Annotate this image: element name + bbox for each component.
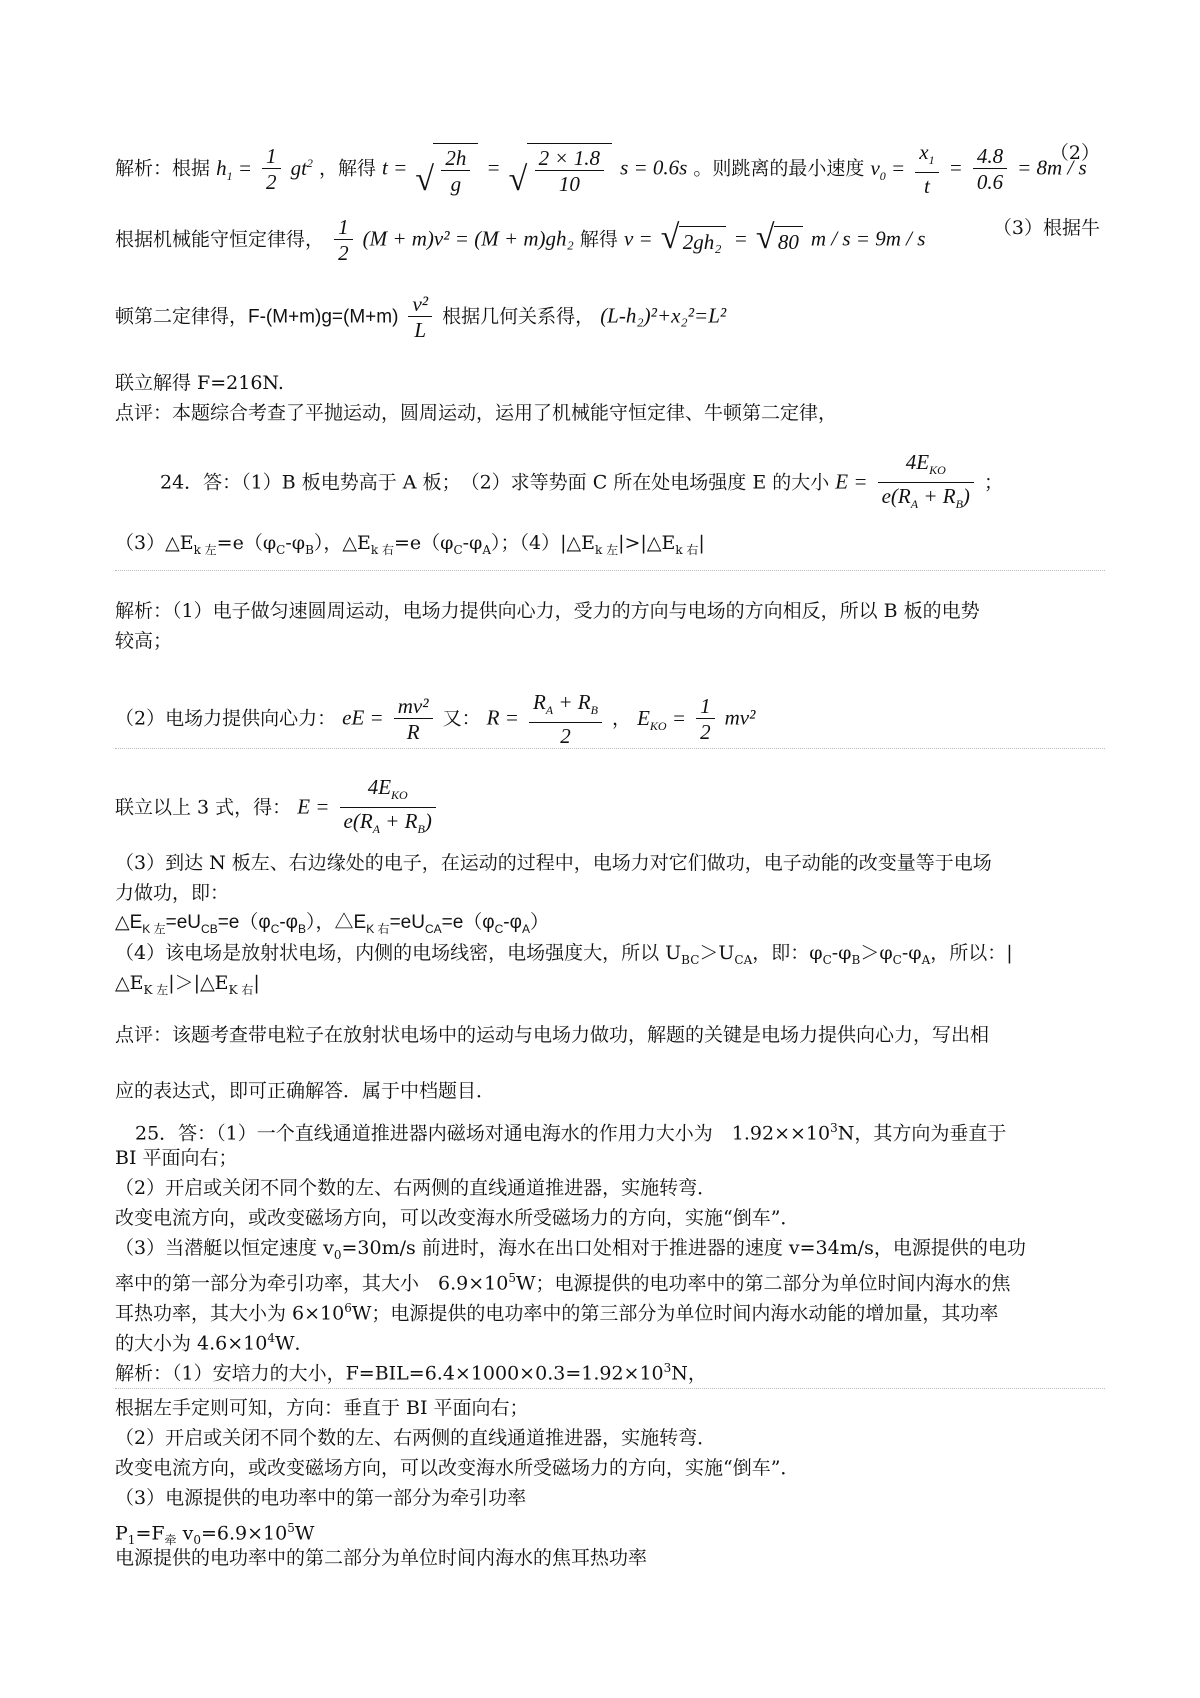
- analysis-line-1: 解析：（1）电子做匀速圆周运动，电场力提供向心力，受力的方向与电场的方向相反，所以 B 板的电势: [115, 600, 980, 622]
- square-root: √ 2gh₂: [661, 226, 726, 255]
- analysis-line-7: $\triangle E_{K 左}=eU_{CB}=e(\varphi_C-\varphi_B)$，$\triangle E_{K 右}=eU_{CA}=e(\varphi_C-\varphi_A)$: [115, 912, 549, 936]
- q25-line-5: （3）当潜艇以恒定速度 $v_0=30m/s$ 前进时，海水在出口处相对于推进器的速度 v=34m/s，电源提供的电功: [115, 1237, 1026, 1262]
- q24-answer-line-2: $(3)\triangle E_{k 左}=e(\varphi_C-\varphi_B)$，$\triangle E_{k 右}=e(\varphi_C-\varphi_A)$；$(4)|\triangle E_{k 左}|>|\triangle E_{k 右}|$: [115, 532, 705, 557]
- q25-line-3: （2）开启或关闭不同个数的左、右两侧的直线通道推进器，实施转弯．: [115, 1177, 717, 1199]
- square-root: √ 80: [756, 226, 803, 255]
- comment-line-3: 应的表达式，即可正确解答．属于中档题目．: [115, 1080, 496, 1102]
- q25-line-8: 的大小为 $4.6\times 10^4W$．: [115, 1331, 314, 1355]
- comment-line: 点评：本题综合考查了平抛运动，圆周运动，运用了机械能守恒定律、牛顿第二定律，: [115, 402, 838, 424]
- solution-line-2: 根据机械能守恒定律得， $\frac{1}{2}$ (M + m)v² = (M + m)gh₂ 解得 v = √ 2gh₂ = √ 80 m / s = 9m / s （3）根据牛: [115, 215, 1100, 266]
- square-root: √ $\frac{2 \times 1.8}{10}$: [509, 143, 612, 197]
- q25-analysis-line-1: 解析：（1）安培力的大小，$F=BIL=6.4\times 1000\times 0.3=1.92\times 10^3N$，: [115, 1361, 707, 1385]
- dotted-divider: [115, 1388, 1105, 1389]
- q25-line-6: 率中的第一部分为牵引功率，其大小 $6.9\times 10^5W$；电源提供的电功率中的第二部分为单位时间内海水的焦: [115, 1271, 1011, 1295]
- analysis-line-5: （3）到达 N 板左、右边缘处的电子，在运动的过程中，电场力对它们做功，电子动能的改变量等于电场: [115, 852, 992, 874]
- analysis-line-4: 联立以上 3 式，得： E = $\frac{4E_{KO}}{e(R_A + R_B)}$: [115, 775, 1100, 842]
- q25-line-7: 耳热功率，其大小为 $6\times 10^6W$；电源提供的电功率中的第三部分为单位时间内海水动能的增加量，其功率: [115, 1301, 999, 1325]
- dotted-divider: [115, 570, 1105, 571]
- q25-analysis-line-7: 电源提供的电功率中的第二部分为单位时间内海水的焦耳热功率: [115, 1547, 648, 1569]
- analysis-line-8: （4）该电场是放射状电场，内侧的电场线密，电场强度大，所以 $U_{BC}>U_{CA}$，即：$\varphi_C-\varphi_B>\varphi_C-\varphi_A$，所以：|: [115, 942, 1013, 967]
- q25-analysis-line-4: 改变电流方向，或改变磁场方向，可以改变海水所受磁场力的方向，实施“倒车”．: [115, 1457, 800, 1479]
- q25-analysis-line-6: $P_1=F_牵$ $v_0=6.9\times 10^5W$: [115, 1521, 315, 1548]
- solution-line-1: 解析：根据 $h_1$ = $\frac{1}{2}$ $gt^2$ ，解得 t = √ $\frac{2h}{g}$ = √ $\frac{2 \times 1.8}{10}$ s = 0.6s 。则跳离的最小速度 $v_0$ = $\frac{x_1}{t}$ = $\frac{4.8}{0.6}$ = 8m / s （2）: [115, 140, 1100, 199]
- q25-line-2: BI 平面向右；: [115, 1147, 238, 1169]
- analysis-line-2: 较高；: [115, 630, 173, 652]
- comment-line-2: 点评：该题考查带电粒子在放射状电场中的运动与电场力做功，解题的关键是电场力提供向心力，写出相: [115, 1024, 990, 1046]
- analysis-line-9: $\triangle E_{K 左}|>|\triangle E_{K 右}|$: [115, 972, 260, 997]
- solution-line-4: 联立解得 F=216N.: [115, 372, 284, 394]
- q25-analysis-line-3: （2）开启或关闭不同个数的左、右两侧的直线通道推进器，实施转弯．: [115, 1427, 717, 1449]
- analysis-line-3: （2）电场力提供向心力： eE = $\frac{\text{mv²}}{R}$ 又： R = $\frac{R_A + R_B}{2}$ ， $E_{KO}$ = $\frac{1}{2}$ mv²: [115, 690, 756, 749]
- q25-answer-line-1: 25．答：（1）一个直线通道推进器内磁场对通电海水的作用力大小为 $1.92\times\times 10^3N$，其方向为垂直于: [135, 1121, 1007, 1145]
- analysis-line-6: 力做功，即：: [115, 882, 230, 904]
- q24-answer-line: 24．答：（1）B 板电势高于 A 板； （2）求等势面 C 所在处电场强度 E 的大小 E = $\frac{4E_{KO}}{e(R_A + R_B)}$ ；: [160, 450, 1003, 512]
- fraction: $\frac{1}{2}$: [262, 144, 281, 195]
- solution-line-3: 顿第二定律得，F-(M+m)g=(M+m) $\frac{\text{v²}}{L}$ 根据几何关系得， (L-h₂)²+x₂²=L²: [115, 292, 727, 342]
- q25-analysis-line-5: （3）电源提供的电功率中的第一部分为牵引功率: [115, 1487, 527, 1509]
- q25-analysis-line-2: 根据左手定则可知，方向：垂直于 BI 平面向右；: [115, 1397, 529, 1419]
- q25-line-4: 改变电流方向，或改变磁场方向，可以改变海水所受磁场力的方向，实施“倒车”．: [115, 1207, 800, 1229]
- dotted-divider: [115, 748, 1105, 749]
- square-root: √ $\frac{2h}{g}$: [415, 143, 478, 197]
